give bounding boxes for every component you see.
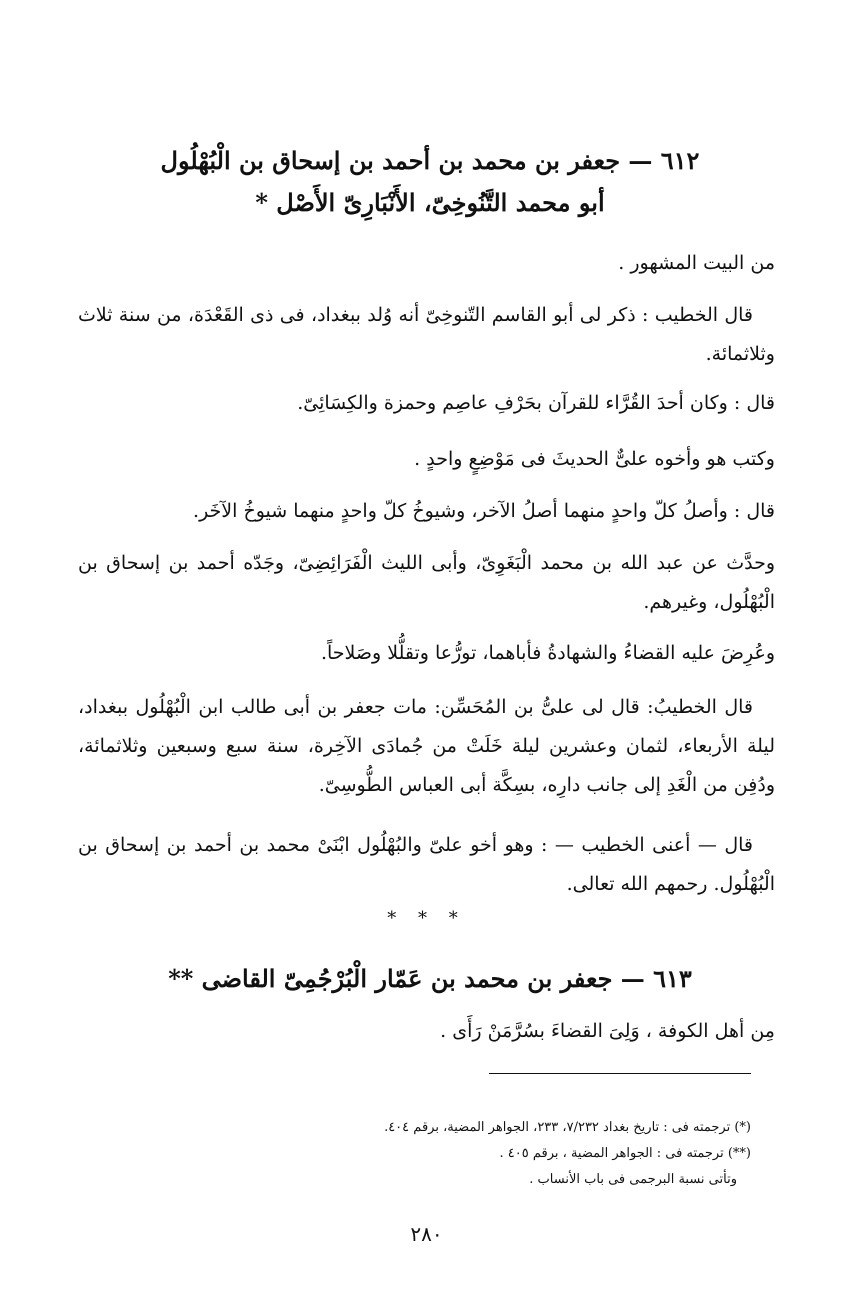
paragraph: قال : وكان أحدَ القُرَّاء للقرآن بحَرْفِ عاصِم وحمزة والكِسَائِىّ. bbox=[297, 392, 775, 414]
paragraph: من البيت المشهور . bbox=[618, 252, 775, 274]
entry-612-heading-line2: أبو محمد التَّنُوخِىّ، الأَنْبَارِىّ الأَصْل * bbox=[255, 188, 605, 217]
entry-612-heading-line1: ٦١٢ — جعفر بن محمد بن أحمد بن إسحاق بن الْبُهْلُول bbox=[160, 146, 700, 175]
entry-613-heading-line1: ٦١٣ — جعفر بن محمد بن عَمّار الْبُرْجُمِىّ القاضى ** bbox=[168, 964, 692, 993]
footnote-rule bbox=[489, 1073, 751, 1074]
footnote: (*) ترجمته فى : تاريخ بغداد ٧/٢٣٢، ٢٣٣، الجواهر المضية، برقم ٤٠٤. bbox=[384, 1120, 751, 1135]
paragraph: قال الخطيبُ: قال لى علىُّ بن المُحَسِّن: مات جعفر بن أبى طالب ابن الْبُهْلُول ببغداد، ليلة الأربعاء، لثمان وعشرين ليلة خَلَتْ من جُمادَى الآخِرة، سنة سبع وسبعين وثلاثمائة، ودُفِن من الْغَدِ إلى جانب دارِه، بسِكَّة أبى العباس الطُّوسِىّ. bbox=[78, 696, 775, 796]
footnotes bbox=[300, 1115, 751, 1193]
footnote: وتأتى نسبة البرجمى فى باب الأنساب . bbox=[529, 1172, 737, 1187]
section-separator: * * * bbox=[387, 908, 466, 929]
paragraph: وحدَّث عن عبد الله بن محمد الْبَغَوِىّ، وأبى الليث الْفَرَائِضِىّ، وجَدّه أحمد بن إسحاق بن الْبُهْلُول، وغيرهم. bbox=[78, 552, 775, 613]
paragraph: وكتب هو وأخوه علىٌّ الحديثَ فى مَوْضِعٍ واحدٍ . bbox=[414, 448, 775, 470]
paragraph: قال الخطيب : ذكر لى أبو القاسم التّنوخِىّ أنه وُلد ببغداد، فى ذى القَعْدَة، من سنة ثلاث وثلاثمائة. bbox=[78, 304, 775, 365]
footnote: (**) ترجمته فى : الجواهر المضية ، برقم ٤٠٥ . bbox=[499, 1146, 751, 1161]
paragraph: مِن أهل الكوفة ، وَلِىَ القضاءَ بسُرَّمَنْ رَأَى . bbox=[440, 1020, 775, 1042]
paragraph: وعُرِضَ عليه القضاءُ والشهادةُ فأباهما، تورُّعا وتقلُّلا وصَلاحاً. bbox=[320, 642, 775, 664]
entry-612-heading bbox=[150, 140, 710, 224]
page-number: ٢٨٠ bbox=[410, 1222, 443, 1246]
paragraph: قال : وأصلُ كلّ واحدٍ منهما أصلُ الآخر، وشيوخُ كلّ واحدٍ منهما شيوخُ الآخَر. bbox=[193, 500, 775, 522]
paragraph: قال — أعنى الخطيب — : وهو أخو علىّ والبُهْلُول ابْنَىْ محمد بن أحمد بن إسحاق بن الْبُهْلُول. رحمهم الله تعالى. bbox=[78, 834, 775, 895]
entry-613-heading bbox=[150, 958, 710, 1000]
